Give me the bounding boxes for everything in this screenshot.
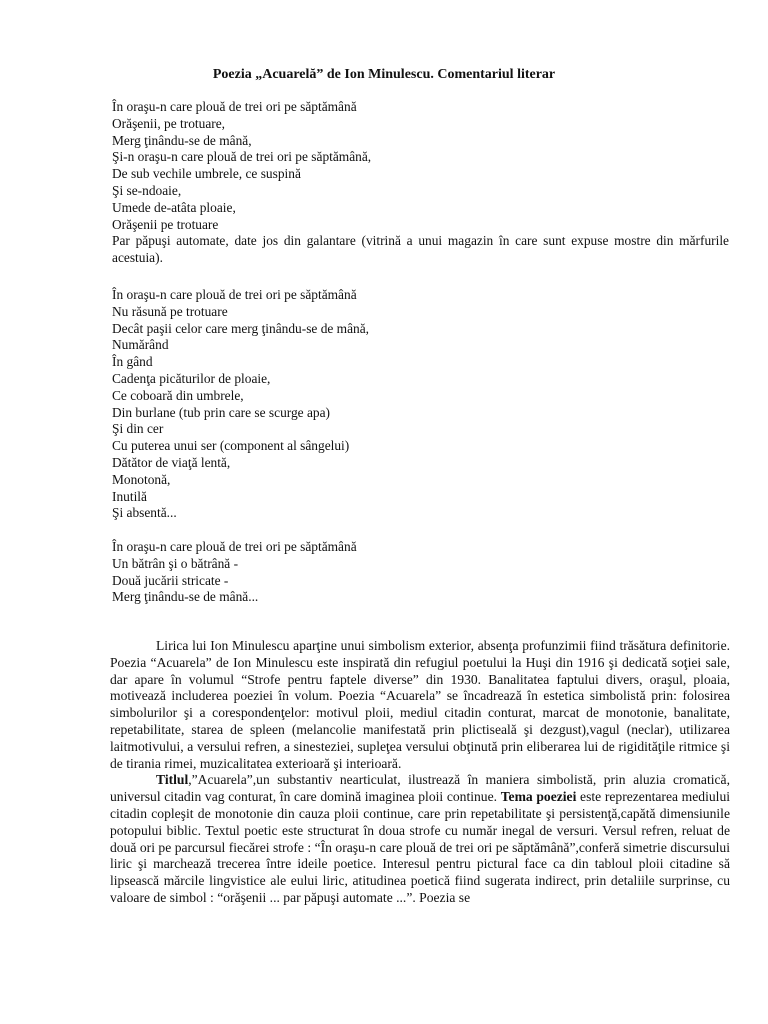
poem-line: Umede de-atâta ploaie, bbox=[112, 199, 236, 215]
poem-line: Inutilă bbox=[112, 488, 147, 504]
poem-stanza-3 bbox=[112, 539, 357, 606]
paragraph-text: ,”Acuarela”,un substantiv nearticulat, ilustrează în maniera simbolistă, prin aluzia cromatică, universul citadin vag conturat, în care domină imaginea ploii continue. bbox=[110, 772, 730, 805]
poem-line: Par păpuşi automate, date jos din galantare (vitrină a unui magazin în care sunt expuse mostre din mărfurile acestuia). bbox=[112, 233, 729, 266]
bold-term-title: Titlul bbox=[156, 772, 189, 788]
poem-line: Un bătrân şi o bătrână - bbox=[112, 555, 239, 571]
paragraph-text: este reprezentarea mediului citadin copleşit de monotonie din cauza ploii continue, care prin repetabilitate şi persistenţă,capătă dimensiunile potopului biblic. Textul poetic este structurat în doua strofe cu număr inegal de versuri. Versul refren, reluat de două ori pe parcursul fiecărei strofe : “În oraşu-n care plouă de trei ori pe săptămână”,conferă simetrie discursului liric şi marchează trecerea între ideile poetice. Interesul pentru pictural face ca din tabloul ploii citadine să lipsească mărcile lingvistice ale eului liric, atitudinea poetică fiind sugerata indirect, prin detaliile surprinse, cu valoare de simbol : “orăşenii ... par păpuşi automate ...”. Poezia se bbox=[110, 789, 731, 905]
poem-line: În oraşu-n care plouă de trei ori pe săptămână bbox=[112, 539, 357, 554]
poem-line: Şi absentă... bbox=[112, 505, 177, 521]
poem-line: În oraşu-n care plouă de trei ori pe săptămână bbox=[112, 287, 357, 302]
poem-line: Nu răsună pe trotuare bbox=[112, 303, 228, 319]
poem-line: Din burlane (tub prin care se scurge apa) bbox=[112, 404, 331, 420]
commentary-paragraph-2 bbox=[110, 772, 730, 906]
poem-line: Cu puterea unui ser (component al sângelui) bbox=[112, 438, 350, 454]
poem-stanza-2 bbox=[112, 287, 369, 522]
poem-line: Cadenţa picăturilor de ploaie, bbox=[112, 370, 271, 386]
poem-line: În gând bbox=[112, 354, 153, 370]
poem-line: Merg ţinându-se de mână... bbox=[112, 589, 259, 605]
poem-line: Şi se-ndoaie, bbox=[112, 182, 182, 198]
poem-line: Ce coboară din umbrele, bbox=[112, 387, 244, 403]
poem-line: Orăşenii pe trotuare bbox=[112, 216, 219, 232]
poem-line: Dătător de viaţă lentă, bbox=[112, 454, 231, 470]
poem-line: Şi din cer bbox=[112, 421, 164, 437]
poem-line: Decât paşii celor care merg ţinându-se de mână, bbox=[112, 320, 370, 336]
poem-line: Orăşenii, pe trotuare, bbox=[112, 115, 226, 131]
poem-line: De sub vechile umbrele, ce suspină bbox=[112, 166, 301, 182]
bold-term-theme: Tema poeziei bbox=[500, 789, 577, 805]
poem-line: Numărând bbox=[112, 337, 169, 353]
poem-line: Şi-n oraşu-n care plouă de trei ori pe săptămână, bbox=[112, 149, 372, 165]
poem-line: În oraşu-n care plouă de trei ori pe săptămână bbox=[112, 99, 357, 114]
document-title: Poezia „Acuarelă” de Ion Minulescu. Comentariul literar bbox=[212, 67, 556, 82]
commentary-text bbox=[110, 638, 730, 907]
poem-line: Două jucării stricate - bbox=[112, 572, 229, 588]
poem-line: Merg ţinându-se de mână, bbox=[112, 132, 252, 148]
poem-line: Monotonă, bbox=[112, 471, 171, 487]
commentary-paragraph-1: Lirica lui Ion Minulescu aparţine unui simbolism exterior, absenţa profunzimii fiind trăsătura definitorie. Poezia “Acuarela” de Ion Minulescu este inspirată din refugiul poetului la Huşi din 1916 şi dedicată soţiei sale, dar apare în volumul “Strofe pentru faptele diverse” din 1930. Banalitatea faptului divers, oraşul, ploaia, motivează includerea poeziei în volum. Poezia “Acuarela” se încadrează în estetica simbolistă prin: folosirea simbolurilor şi a corespondenţelor: motivul ploii, mediul citadin conturat, marcat de monotonie, banalitate, repetabilitate, starea de spleen (melancolie manifestată prin plictiseală şi dezgust),vagul (neclar), utilizarea laitmotivului, a versului refren, a sinesteziei, supleţea versului obţinută prin eliberarea lui de rigidităţile ritmice şi de tirania rimei, muzicalitatea exterioară şi interioară. bbox=[110, 638, 730, 771]
poem-stanza-1 bbox=[112, 99, 729, 267]
